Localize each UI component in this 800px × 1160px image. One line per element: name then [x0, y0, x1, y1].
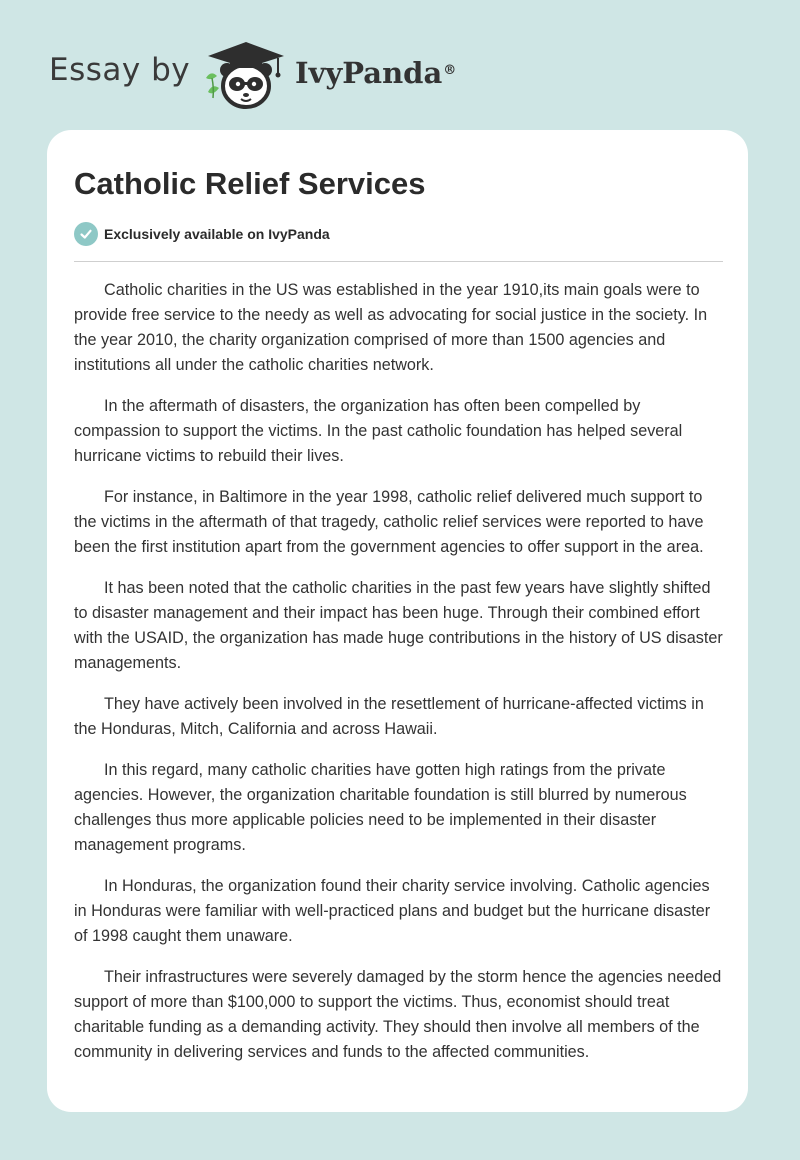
ivy-leaf-icon [206, 73, 219, 98]
page-title: Catholic Relief Services [74, 166, 426, 201]
essay-body [74, 278, 724, 1081]
panda-logo-icon[interactable] [200, 34, 292, 110]
paragraph: They have actively been involved in the resettlement of hurricane-affected victims in the Honduras, Mitch, California and across Hawaii. [74, 695, 704, 738]
paragraph: Catholic charities in the US was established in the year 1910,its main goals were to provide free service to the needy as well as advocating for social justice in the society. In the year 2010, the charity organization comprised of more than 1500 agencies and institutions all under the catholic charities network. [74, 281, 708, 374]
essay-card [47, 130, 748, 1112]
paragraph: It has been noted that the catholic charities in the past few years have slightly shifted to disaster management and their impact has been huge. Through their combined effort with the USAID, the organization has made huge contributions in the history of US disaster managements. [74, 579, 723, 672]
paragraph: For instance, in Baltimore in the year 1998, catholic relief delivered much support to the victims in the aftermath of that tragedy, catholic relief services were reported to have been the first institution apart from the government agencies to offer support in the area. [74, 488, 704, 556]
divider [74, 261, 723, 262]
brand-label: IvyPanda [295, 56, 443, 90]
paragraph: In the aftermath of disasters, the organization has often been compelled by compassion to support the victims. In the past catholic foundation has helped several hurricane victims to rebuild their lives. [74, 397, 683, 465]
paragraph: Their infrastructures were severely damaged by the storm hence the agencies needed support of more than $100,000 to support the victims. Thus, economist should treat charitable funding as a demanding activity. They should then involve all members of the community in delivering services and funds to the affected communities. [74, 968, 722, 1061]
check-icon [74, 222, 98, 246]
registered-mark: ® [443, 63, 457, 78]
brand-name[interactable] [295, 55, 456, 91]
paragraph: In Honduras, the organization found their charity service involving. Catholic agencies in Honduras were familiar with well-practiced plans and budget but the hurricane disaster of 1998 caught them unaware. [74, 877, 711, 945]
essay-by-label: Essay by [49, 52, 191, 88]
exclusive-badge [74, 222, 330, 246]
paragraph: In this regard, many catholic charities have gotten high ratings from the private agencies. However, the organization charitable foundation is still blurred by numerous challenges thus more applicable policies need to be implemented in their disaster management programs. [74, 761, 687, 854]
badge-label: Exclusively available on IvyPanda [104, 226, 330, 242]
site-header [0, 0, 800, 120]
